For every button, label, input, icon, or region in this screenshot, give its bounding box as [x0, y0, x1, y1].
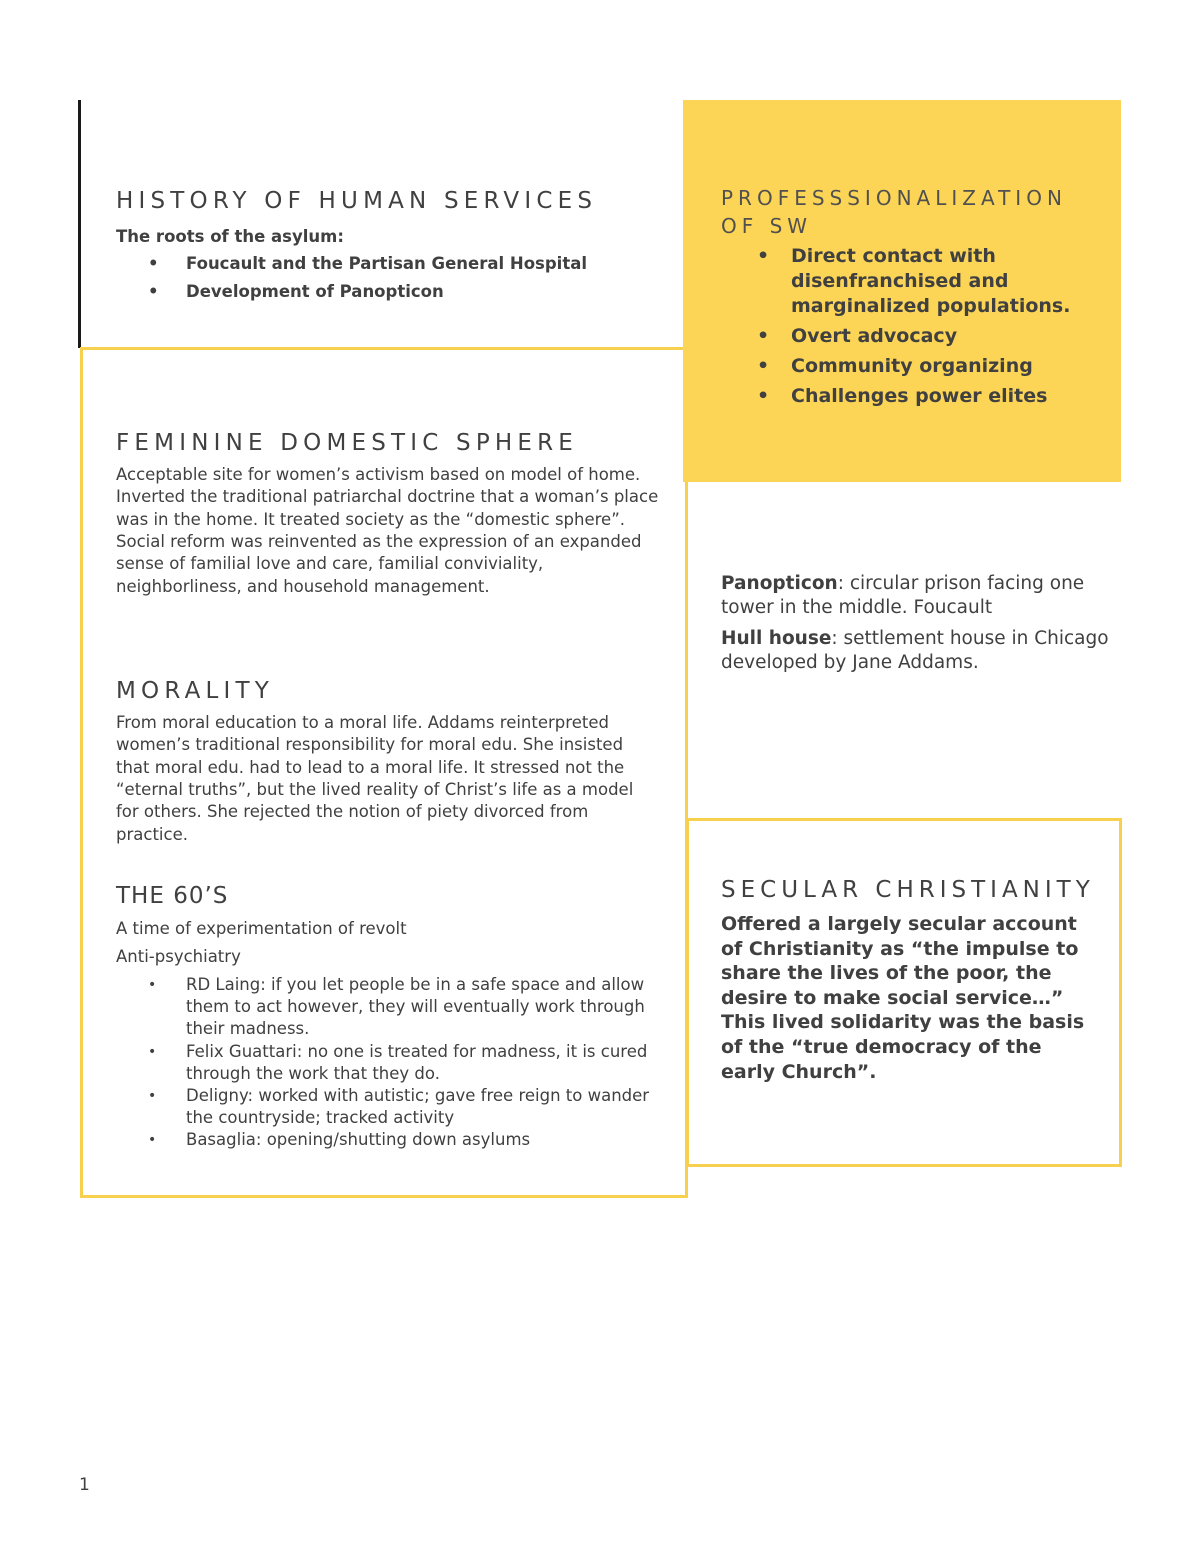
hull-house-term: Hull house: [721, 627, 832, 649]
history-section: [116, 186, 676, 306]
bullet-icon: •: [148, 977, 157, 994]
secular-title: SECULAR CHRISTIANITY: [721, 877, 1095, 903]
list-item: [721, 384, 1111, 409]
list-item: [116, 1041, 661, 1085]
list-item-text: Development of Panopticon: [186, 282, 444, 302]
feminine-body: Acceptable site for women’s activism based on model of home. Inverted the traditional patriarchal doctrine that a woman’s place was in the home. It treated society as the “domestic sphere”. Social reform was reinvented as the expression of an expanded sense of familial love and care, familial conviviality, neighborliness, and household management.: [116, 465, 659, 596]
sixties-section: [116, 881, 661, 1152]
history-subtitle: The roots of the asylum:: [116, 227, 344, 247]
morality-section: [116, 676, 661, 846]
morality-body: From moral education to a moral life. Addams reinterpreted women’s traditional responsibility for moral edu. She insisted that moral edu. had to lead to a moral life. It stressed not the “eternal truths”, but the lived reality of Christ’s life as a model for others. She rejected the notion of piety divorced from practice.: [116, 713, 634, 844]
list-item-text: Basaglia: opening/shutting down asylums: [186, 1130, 531, 1150]
list-item: [721, 324, 1111, 349]
list-item-text: Overt advocacy: [791, 325, 958, 347]
morality-title: MORALITY: [116, 678, 275, 704]
list-item: [721, 354, 1111, 379]
list-item: [116, 974, 661, 1041]
sixties-line-2: Anti-psychiatry: [116, 947, 241, 967]
page-number: 1: [79, 1475, 90, 1495]
bullet-icon: •: [148, 282, 159, 302]
bullet-icon: •: [148, 1088, 157, 1105]
professionalization-bullet-list: [721, 244, 1111, 409]
list-item-text: Foucault and the Partisan General Hospital: [186, 254, 588, 274]
list-item-text: Community organizing: [791, 355, 1033, 377]
secular-body: Offered a largely secular account of Christianity as “the impulse to share the lives of the poor, the desire to make social service…” This lived solidarity was the basis of the “true democracy of the early Church”.: [721, 913, 1085, 1083]
sixties-line-1: A time of experimentation of revolt: [116, 919, 407, 939]
bullet-icon: •: [148, 1132, 157, 1149]
list-item: [116, 278, 676, 306]
hull-house-description: : settlement house in Chicago developed by Jane Addams.: [721, 627, 1109, 673]
list-item: [721, 244, 1111, 319]
list-item-text: Deligny: worked with autistic; gave free reign to wander the countryside; tracked activity: [186, 1086, 650, 1128]
list-item: [116, 1085, 661, 1129]
bullet-icon: •: [757, 325, 770, 347]
bullet-icon: •: [757, 245, 770, 267]
sixties-bullet-list: [116, 974, 661, 1152]
secular-section: [721, 874, 1101, 1084]
definitions-section: [721, 572, 1111, 681]
panopticon-term: Panopticon: [721, 573, 838, 594]
feminine-section: [116, 428, 661, 598]
list-item: [116, 250, 676, 278]
list-item-text: Felix Guattari: no one is treated for madness, it is cured through the work that they do.: [186, 1041, 648, 1083]
bullet-icon: •: [757, 355, 770, 377]
history-title: HISTORY OF HUMAN SERVICES: [116, 188, 598, 214]
list-item: [116, 1129, 661, 1151]
list-item-text: Direct contact with disenfranchised and marginalized populations.: [791, 245, 1071, 317]
panopticon-description: : circular prison facing one tower in the middle. Foucault: [721, 573, 1085, 619]
bullet-icon: •: [148, 254, 159, 274]
sixties-title: THE 60’S: [116, 883, 229, 909]
left-vertical-rule: [78, 100, 81, 348]
bullet-icon: •: [757, 385, 770, 407]
panopticon-definition: [721, 572, 1111, 621]
professionalization-section: [721, 184, 1111, 414]
history-bullet-list: [116, 250, 676, 306]
feminine-title: FEMININE DOMESTIC SPHERE: [116, 430, 579, 456]
list-item-text: Challenges power elites: [791, 385, 1048, 407]
list-item-text: RD Laing: if you let people be in a safe space and allow them to act however, they will eventually work through their madness.: [186, 975, 645, 1039]
professionalization-title: PROFESSSIONALIZATION OF SW: [721, 186, 1067, 238]
hull-house-definition: [721, 627, 1111, 676]
bullet-icon: •: [148, 1043, 157, 1060]
